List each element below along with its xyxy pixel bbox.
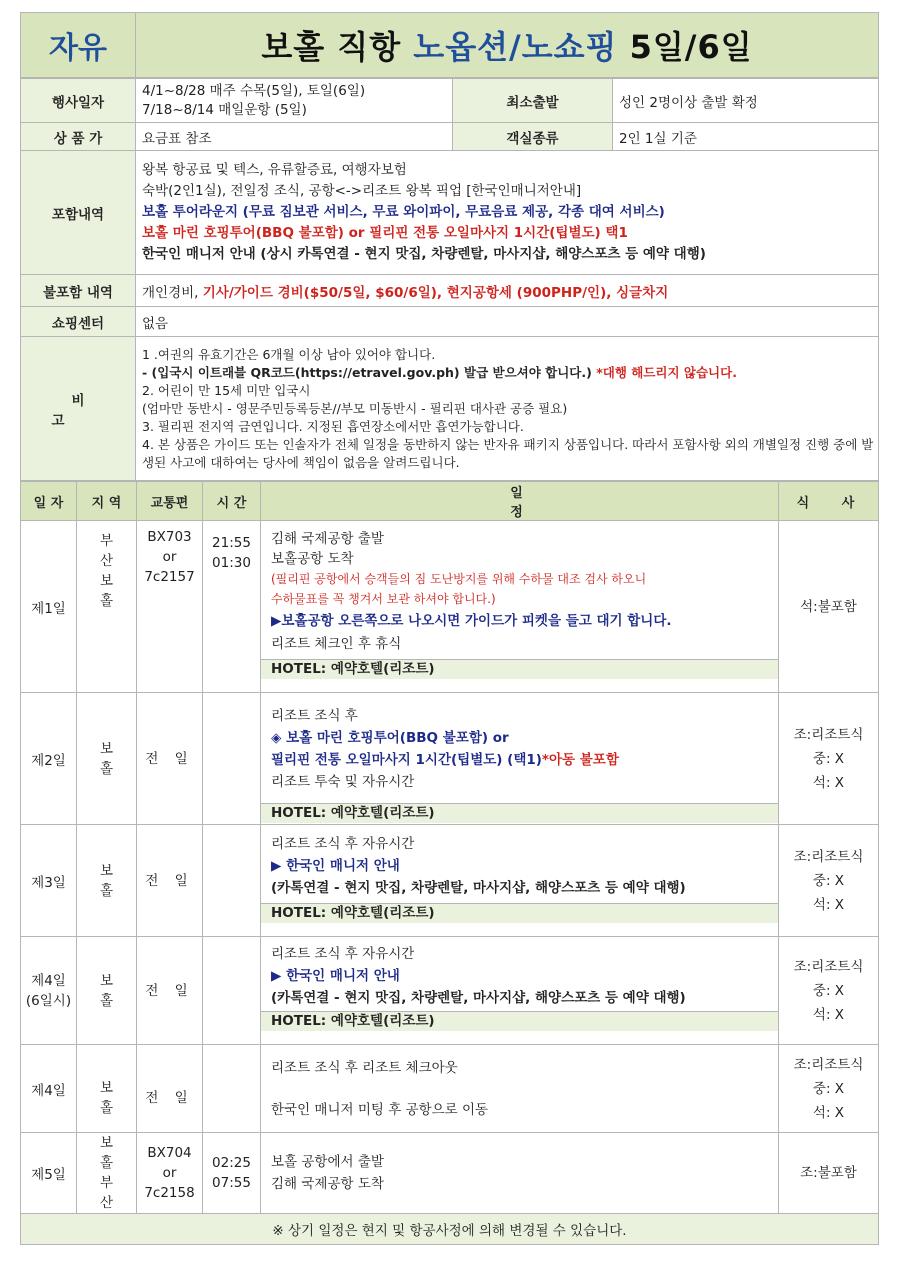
table-row — [21, 693, 879, 825]
region-cell: 보 홀 — [77, 1045, 137, 1133]
header-transport: 교통편 — [137, 482, 203, 521]
hotel-line: HOTEL: 예약호텔(리조트) — [261, 659, 778, 679]
time-cell: 21:55 01:30 — [203, 521, 261, 693]
time-cell — [203, 1045, 261, 1133]
meal-cell: 조:불포함 — [779, 1133, 879, 1214]
page-title — [136, 13, 879, 78]
dates-label: 행사일자 — [21, 79, 136, 123]
time-cell: 02:25 07:55 — [203, 1133, 261, 1214]
region-cell: 보 홀 — [77, 825, 137, 937]
hotel-line: HOTEL: 예약호텔(리조트) — [261, 903, 778, 923]
time-cell — [203, 693, 261, 825]
footer-note: ※ 상기 일정은 현지 및 항공사정에 의해 변경될 수 있습니다. — [21, 1214, 879, 1245]
hotel-line: HOTEL: 예약호텔(리조트) — [261, 803, 778, 823]
plan-cell: 리조트 조식 후 리조트 체크아웃 한국인 매니저 미팅 후 공항으로 이동 — [261, 1045, 779, 1133]
excluded-label: 불포함 내역 — [21, 275, 136, 307]
title-part1: 보홀 직항 — [261, 28, 414, 66]
transport-cell: 전 일 — [137, 937, 203, 1045]
meal-cell: 조:리조트식 중: X 석: X — [779, 825, 879, 937]
shopping-value: 없음 — [136, 307, 879, 337]
min-value: 성인 2명이상 출발 확정 — [613, 79, 879, 123]
note-label: 비 고 — [21, 337, 136, 481]
price-label: 상 품 가 — [21, 123, 136, 151]
region-cell: 보 홀 부 산 — [77, 1133, 137, 1214]
title-part2: 노옵션/노쇼핑 — [413, 28, 618, 66]
region-cell: 보 홀 — [77, 693, 137, 825]
included-label: 포함내역 — [21, 151, 136, 275]
shopping-label: 쇼핑센터 — [21, 307, 136, 337]
plan-cell: 김해 국제공항 출발 보홀공항 도착 (필리핀 공항에서 승객들의 짐 도난방지를 위해 수하물 대조 검사 하오니 수하물표를 꼭 챙겨서 보관 하셔야 합니다.) ▶보홀공항 오른쪽으로 나오시면 가이드가 피켓을 들고 대기 합니다. 리조트 체크인 후 휴식 HOTEL: 예약호텔(리조트) — [261, 521, 779, 693]
itinerary-document — [20, 12, 878, 1245]
note-value: 1 .여권의 유효기간은 6개월 이상 남아 있어야 합니다. - (입국시 이트래블 QR코드(https://etravel.gov.ph) 발급 받으셔야 합니다.) *대행 해드리지 않습니다. 2. 어린이 만 15세 미만 입국시 (엄마만 동반시 - 영문주민등록등본//부모 미동반시 - 필리핀 대사관 공증 필요) 3. 필리핀 전지역 금연입니다. 지정된 흡연장소에서만 흡연가능합니다. 4. 본 상품은 가이드 또는 인솔자가 전체 일정을 동반하지 않는 반자유 패키지 상품입니다. 따라서 포함사항 외의 개별일정 진행 중에 발생된 사고에 대하여는 당사에 책임이 없음을 알려드립니다. — [136, 337, 879, 481]
info-table — [20, 78, 879, 481]
day-cell: 제2일 — [21, 693, 77, 825]
table-row — [21, 521, 879, 693]
transport-cell: BX704 or 7c2158 — [137, 1133, 203, 1214]
region-cell: 보 홀 — [77, 937, 137, 1045]
transport-cell: BX703 or 7c2157 — [137, 521, 203, 693]
header-time: 시 간 — [203, 482, 261, 521]
header-meal: 식 사 — [779, 482, 879, 521]
schedule-table — [20, 481, 879, 1245]
plan-cell: 리조트 조식 후 ◈ 보홀 마린 호핑투어(BBQ 불포함) or 필리핀 전통 오일마사지 1시간(팁별도) (택1)*아동 불포함 리조트 투숙 및 자유시간 HOTEL: 예약호텔(리조트) — [261, 693, 779, 825]
plan-cell: 리조트 조식 후 자유시간 ▶ 한국인 매니저 안내 (카톡연결 - 현지 맛집, 차량렌탈, 마사지샵, 해양스포츠 등 예약 대행) HOTEL: 예약호텔(리조트) — [261, 937, 779, 1045]
day-cell: 제4일 — [21, 1045, 77, 1133]
day-cell: 제1일 — [21, 521, 77, 693]
excluded-value: 개인경비, 기사/가이드 경비($50/5일, $60/6일), 현지공항세 (900PHP/인), 싱글차지 — [136, 275, 879, 307]
title-table — [20, 12, 879, 78]
time-cell — [203, 825, 261, 937]
footer-row — [21, 1214, 879, 1245]
transport-cell: 전 일 — [137, 1045, 203, 1133]
price-value: 요금표 참조 — [136, 123, 453, 151]
schedule-header — [21, 482, 879, 521]
table-row — [21, 825, 879, 937]
region-cell: 부 산 보 홀 — [77, 521, 137, 693]
min-label: 최소출발 — [453, 79, 613, 123]
meal-cell: 조:리조트식 중: X 석: X — [779, 1045, 879, 1133]
free-badge: 자유 — [21, 13, 136, 78]
day-cell: 제5일 — [21, 1133, 77, 1214]
day-cell: 제3일 — [21, 825, 77, 937]
room-value: 2인 1실 기준 — [613, 123, 879, 151]
table-row — [21, 1045, 879, 1133]
header-day: 일 자 — [21, 482, 77, 521]
dates-value: 4/1~8/28 매주 수목(5일), 토일(6일) 7/18~8/14 매일운항 (5일) — [136, 79, 453, 123]
header-plan: 일 정 — [261, 482, 779, 521]
transport-cell: 전 일 — [137, 825, 203, 937]
meal-cell: 조:리조트식 중: X 석: X — [779, 937, 879, 1045]
meal-cell: 조:리조트식 중: X 석: X — [779, 693, 879, 825]
hotel-line: HOTEL: 예약호텔(리조트) — [261, 1011, 778, 1031]
room-label: 객실종류 — [453, 123, 613, 151]
transport-cell: 전 일 — [137, 693, 203, 825]
plan-cell: 보홀 공항에서 출발 김해 국제공항 도착 — [261, 1133, 779, 1214]
included-value: 왕복 항공료 및 텍스, 유류할증료, 여행자보험 숙박(2인1실), 전일정 조식, 공항<->리조트 왕복 픽업 [한국인매니저안내] 보홀 투어라운지 (무료 짐보관 서비스, 무료 와이파이, 무료음료 제공, 각종 대여 서비스) 보홀 마린 호핑투어(BBQ 불포함) or 필리핀 전통 오일마사지 1시간(팁별도) 택1 한국인 매니저 안내 (상시 카톡연결 - 현지 맛집, 차량렌탈, 마사지샵, 해양스포츠 등 예약 대행) — [136, 151, 879, 275]
meal-cell: 석:불포함 — [779, 521, 879, 693]
table-row — [21, 937, 879, 1045]
time-cell — [203, 937, 261, 1045]
plan-cell: 리조트 조식 후 자유시간 ▶ 한국인 매니저 안내 (카톡연결 - 현지 맛집, 차량렌탈, 마사지샵, 해양스포츠 등 예약 대행) HOTEL: 예약호텔(리조트) — [261, 825, 779, 937]
header-region: 지 역 — [77, 482, 137, 521]
day-cell: 제4일 (6일시) — [21, 937, 77, 1045]
title-part3: 5일/6일 — [617, 28, 753, 66]
table-row — [21, 1133, 879, 1214]
